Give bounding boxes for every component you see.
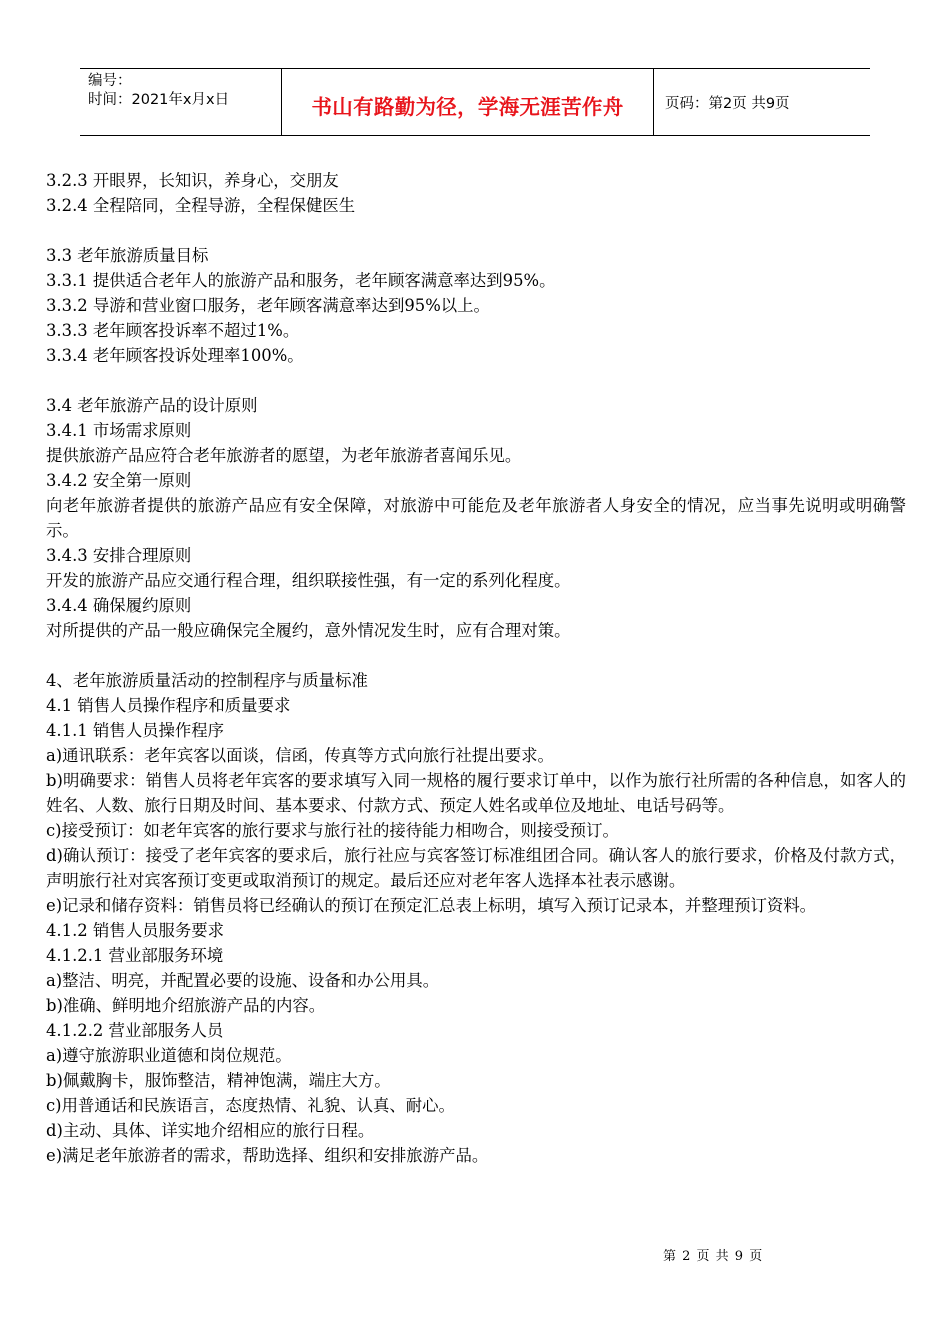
code-label: 编号： <box>88 73 132 89</box>
heading-4-1-2-2: 4.1.2.2 营业部服务人员 <box>46 1021 224 1040</box>
heading-3-4-4: 3.4.4 确保履约原则 <box>46 596 192 615</box>
list-item-b: b)准确、鲜明地介绍旅游产品的内容。 <box>46 996 326 1015</box>
paragraph-gap <box>46 368 906 393</box>
heading-4: 4、老年旅游质量活动的控制程序与质量标准 <box>46 671 368 690</box>
section-3-3-1: 3.3.1 提供适合老年人的旅游产品和服务，老年顾客满意率达到95%。 <box>46 271 556 290</box>
list-item-b: b)明确要求：销售人员将老年宾客的要求填写入同一规格的履行要求订单中，以作为旅行社所需的各种信息，如客人的姓名、人数、旅行日期及时间、基本要求、付款方式、预定人姓名或单位及地址、电话号码等。 <box>46 771 906 815</box>
section-3-2-4: 3.2.4 全程陪同，全程导游，全程保健医生 <box>46 196 356 215</box>
heading-3-4: 3.4 老年旅游产品的设计原则 <box>46 396 258 415</box>
paragraph: 向老年旅游者提供的旅游产品应有安全保障，对旅游中可能危及老年旅游者人身安全的情况，应当事先说明或明确警示。 <box>46 496 906 540</box>
paragraph: 开发的旅游产品应交通行程合理，组织联接性强，有一定的系列化程度。 <box>46 571 571 590</box>
list-item-a: a)遵守旅游职业道德和岗位规范。 <box>46 1046 292 1065</box>
list-item-c: c)用普通话和民族语言，态度热情、礼貌、认真、耐心。 <box>46 1096 455 1115</box>
section-3-3-2: 3.3.2 导游和营业窗口服务，老年顾客满意率达到95%以上。 <box>46 296 490 315</box>
list-item-b: b)佩戴胸卡，服饰整洁，精神饱满，端庄大方。 <box>46 1071 391 1090</box>
section-3-2-3: 3.2.3 开眼界，长知识，养身心，交朋友 <box>46 171 339 190</box>
heading-4-1-1: 4.1.1 销售人员操作程序 <box>46 721 225 740</box>
section-3-3-3: 3.3.3 老年顾客投诉率不超过1%。 <box>46 321 300 340</box>
paragraph: 提供旅游产品应符合老年旅游者的愿望，为老年旅游者喜闻乐见。 <box>46 446 522 465</box>
paragraph-gap <box>46 218 906 243</box>
heading-3-4-2: 3.4.2 安全第一原则 <box>46 471 192 490</box>
list-item-a: a)通讯联系：老年宾客以面谈，信函，传真等方式向旅行社提出要求。 <box>46 746 554 765</box>
page-footer: 第 2 页 共 9 页 <box>663 1249 764 1264</box>
page-header <box>80 68 870 136</box>
date-label: 时间：2021年x月x日 <box>88 92 230 108</box>
paragraph-gap <box>46 643 906 668</box>
list-item-e: e)记录和储存资料：销售员将已经确认的预订在预定汇总表上标明，填写入预订记录本，并整理预订资料。 <box>46 896 817 915</box>
section-3-3-4: 3.3.4 老年顾客投诉处理率100%。 <box>46 346 304 365</box>
list-item-d: d)主动、具体、详实地介绍相应的旅行日程。 <box>46 1121 375 1140</box>
header-motto-cell <box>282 69 654 135</box>
document-body <box>46 168 906 1168</box>
list-item-a: a)整洁、明亮，并配置必要的设施、设备和办公用具。 <box>46 971 440 990</box>
header-page-cell <box>654 69 870 135</box>
list-item-d: d)确认预订：接受了老年宾客的要求后，旅行社应与宾客签订标准组团合同。确认客人的旅行要求，价格及付款方式，声明旅行社对宾客预订变更或取消预订的规定。最后还应对老年客人选择本社表示感谢。 <box>46 846 906 890</box>
paragraph: 对所提供的产品一般应确保完全履约，意外情况发生时，应有合理对策。 <box>46 621 571 640</box>
heading-4-1: 4.1 销售人员操作程序和质量要求 <box>46 696 291 715</box>
heading-3-4-1: 3.4.1 市场需求原则 <box>46 421 192 440</box>
motto-text: 书山有路勤为径，学海无涯苦作舟 <box>311 95 624 119</box>
page-number-label: 页码：第2页 共9页 <box>665 95 790 112</box>
heading-4-1-2-1: 4.1.2.1 营业部服务环境 <box>46 946 224 965</box>
list-item-e: e)满足老年旅游者的需求，帮助选择、组织和安排旅游产品。 <box>46 1146 489 1165</box>
header-meta-cell <box>80 69 282 135</box>
list-item-c: c)接受预订：如老年宾客的旅行要求与旅行社的接待能力相吻合，则接受预订。 <box>46 821 619 840</box>
heading-4-1-2: 4.1.2 销售人员服务要求 <box>46 921 225 940</box>
heading-3-4-3: 3.4.3 安排合理原则 <box>46 546 192 565</box>
heading-3-3: 3.3 老年旅游质量目标 <box>46 246 209 265</box>
